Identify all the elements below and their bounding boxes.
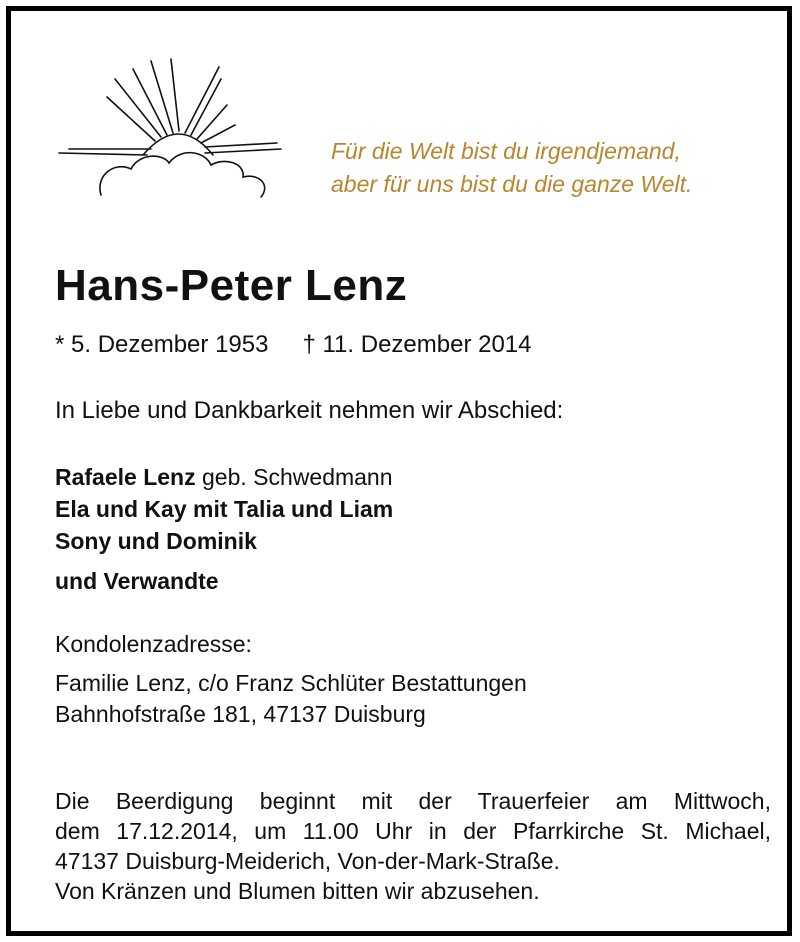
quote <box>331 135 781 201</box>
funeral-line-1: Die Beerdigung beginnt mit der Trauerfeier am Mittwoch, <box>55 788 771 814</box>
funeral-notice <box>55 786 771 906</box>
funeral-line-4: Von Kränzen und Blumen bitten wir abzusehen. <box>55 878 540 904</box>
mourners-list <box>55 461 393 597</box>
mourner-spouse <box>55 461 393 493</box>
deceased-name: Hans-Peter Lenz <box>55 261 408 310</box>
spouse-maiden-name: geb. Schwedmann <box>195 464 393 490</box>
quote-line-2: aber für uns bist du die ganze Welt. <box>331 171 693 197</box>
mourner-line-2: Ela und Kay mit Talia und Liam <box>55 496 394 522</box>
birth-date: * 5. Dezember 1953 <box>55 331 269 358</box>
funeral-line-3: 47137 Duisburg-Meiderich, Von-der-Mark-Straße. <box>55 848 560 874</box>
funeral-line-2: dem 17.12.2014, um 11.00 Uhr in der Pfarrkirche St. Michael, <box>55 818 771 844</box>
mourner-line-4: und Verwandte <box>55 568 219 594</box>
quote-line-1: Für die Welt bist du irgendjemand, <box>331 138 681 164</box>
mourner-line-3: Sony und Dominik <box>55 528 257 554</box>
death-date: † 11. Dezember 2014 <box>302 331 532 358</box>
address-line-1: Familie Lenz, c/o Franz Schlüter Bestattungen <box>55 670 527 696</box>
sun-rising-over-clouds-icon <box>55 57 295 207</box>
farewell-intro: In Liebe und Dankbarkeit nehmen wir Abschied: <box>55 397 564 424</box>
address-line-2: Bahnhofstraße 181, 47137 Duisburg <box>55 701 426 727</box>
spouse-name: Rafaele Lenz <box>55 464 196 490</box>
condolence-address <box>55 629 527 730</box>
obituary-frame <box>6 6 792 936</box>
condolence-label: Kondolenzadresse: <box>55 631 252 657</box>
life-dates <box>55 331 532 359</box>
